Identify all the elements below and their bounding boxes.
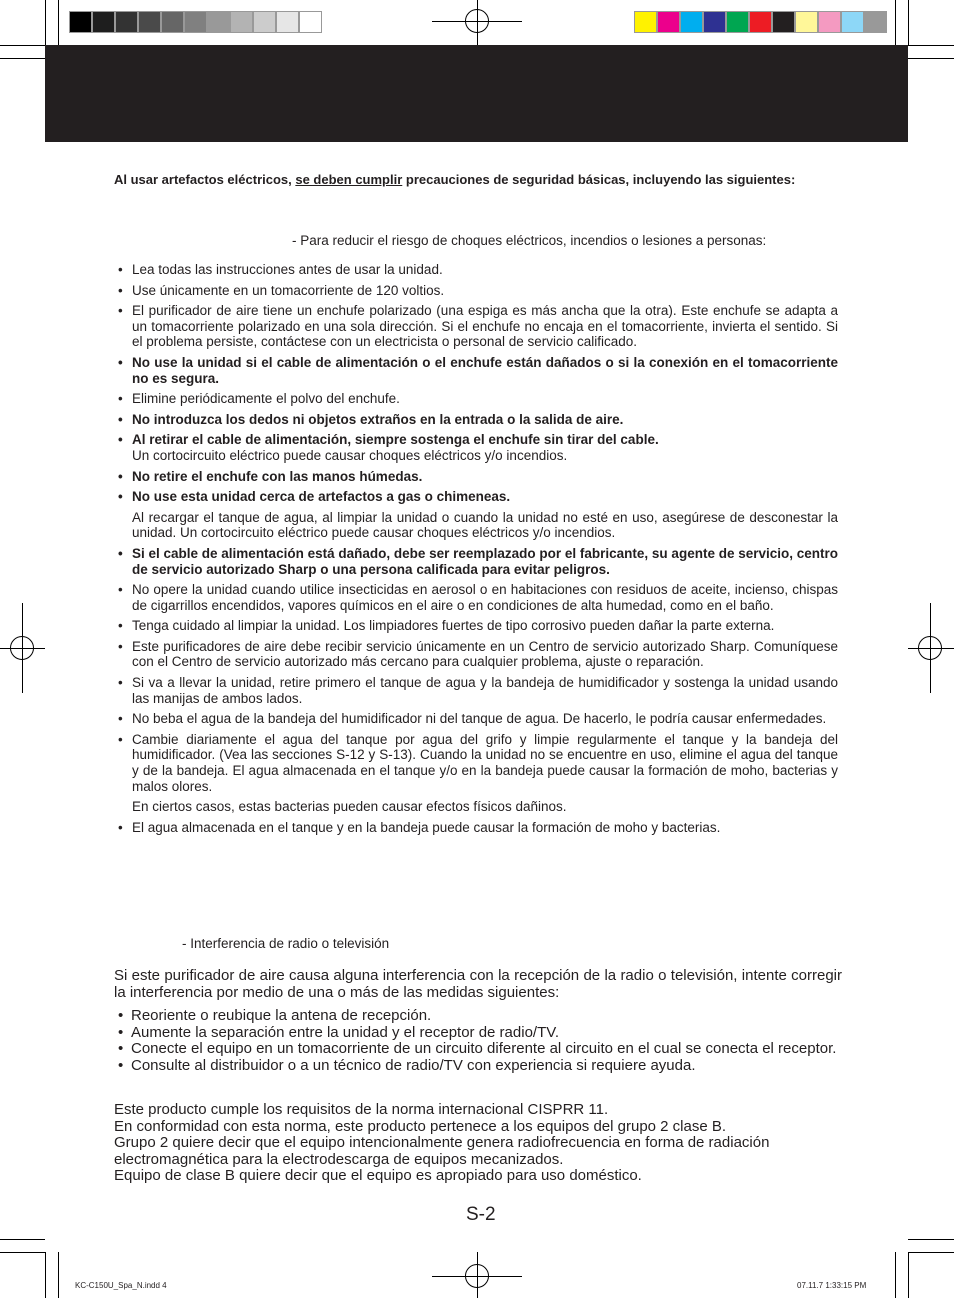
safety-item (114, 675, 838, 706)
safety-item-text: Elimine periódicamente el polvo del enchufe. (132, 391, 400, 407)
compliance-line: Grupo 2 quiere decir que el equipo intencionalmente genera radiofrecuencia en forma de radiación electromagnética para la electrodescarga de equipos mecanizados. (114, 1134, 770, 1168)
gray-swatch (276, 11, 299, 33)
slug-timestamp: 07.11.7 1:33:15 PM (797, 1281, 867, 1290)
safety-item (114, 262, 838, 278)
safety-intro (114, 172, 840, 188)
safety-item-text: No opere la unidad cuando utilice insecticidas en aerosol o en habitaciones con residuos de aceite, incienso, chispas de cigarrillos encendidos, vapores químicos en el aire o en condiciones de alta humedad, como en el baño. (132, 582, 838, 613)
intro-before: Al usar artefactos eléctricos, (114, 172, 296, 187)
safety-item (114, 732, 838, 794)
color-swatch (726, 11, 749, 33)
bullet-icon: • (118, 675, 123, 691)
header-banner (45, 45, 908, 142)
measure-item (114, 1041, 842, 1058)
safety-item-text: No introduzca los dedos ni objetos extraños en la entrada o la salida de aire. (132, 411, 624, 427)
safety-item-text: Use únicamente en un tomacorriente de 120 voltios. (132, 282, 445, 298)
compliance-line: Este producto cumple los requisitos de la norma internacional CISPRR 11. (114, 1101, 609, 1118)
safety-instructions-list (114, 262, 838, 840)
gray-swatch (161, 11, 184, 33)
page-number: S-2 (466, 1204, 496, 1225)
bullet-icon: • (118, 1007, 124, 1024)
color-swatch (772, 11, 795, 33)
color-swatch (795, 11, 818, 33)
safety-item-text: Al recargar el tanque de agua, al limpiar la unidad o cuando la unidad no esté en uso, asegúrese de desconestar la unidad. Un cortocircuito eléctrico puede causar choques eléctricos y/o incendios. (132, 509, 838, 541)
safety-item (114, 582, 838, 613)
safety-item-text: El purificador de aire tiene un enchufe polarizado (una espiga es más ancha que la otra). Este enchufe se adapta a un tomacorriente polarizado en una sola dirección. Si el enchufe no encaja en el tomacorriente, invierta el sentido. Si el problema persiste, contáctese con un electricista o personal de servicio calificado. (132, 303, 838, 350)
safety-item-text: Lea todas las instrucciones antes de usar la unidad. (132, 262, 443, 277)
safety-item (114, 510, 838, 541)
safety-item-text: No retire el enchufe con las manos húmedas. (132, 468, 423, 484)
caution-subtitle: - Interferencia de radio o televisión (182, 936, 390, 951)
gray-swatch (138, 11, 161, 33)
bullet-icon: • (118, 432, 123, 448)
safety-item (114, 432, 838, 463)
bullet-icon: • (118, 282, 123, 298)
safety-item (114, 412, 838, 428)
safety-item (114, 283, 838, 299)
safety-item (114, 618, 838, 634)
safety-item (114, 820, 838, 836)
safety-item (114, 546, 838, 577)
safety-item (114, 799, 838, 815)
bullet-icon: • (118, 489, 123, 505)
safety-item-text: Tenga cuidado al limpiar la unidad. Los limpiadores fuertes de tipo corrosivo pueden dañar la parte externa. (132, 618, 775, 634)
bullet-icon: • (118, 618, 123, 634)
bullet-icon: • (118, 819, 123, 835)
measure-item (114, 1008, 842, 1025)
safety-item (114, 303, 838, 350)
safety-item-text: Cambie diariamente el agua del tanque por agua del grifo y limpie regularmente el tanque y la bandeja del humidificador. (Vea las secciones S-12 y S-13). Cuando la unidad no se encuentre en uso, elimine el agua del tanque y de la bandeja. El agua almacenada en el tanque y/o en la bandeja puede causar la formación de moho, bacterias y malos olores. (132, 731, 838, 794)
bullet-icon: • (118, 303, 123, 319)
bullet-icon: • (118, 1040, 124, 1058)
safety-item (114, 355, 838, 386)
warning-subtitle: - Para reducir el riesgo de choques eléctricos, incendios o lesiones a personas: (292, 233, 767, 248)
safety-item (114, 639, 838, 670)
compliance-line: En conformidad con esta norma, este producto pertenece a los equipos del grupo 2 clase B. (114, 1117, 727, 1135)
safety-item-text: No use la unidad si el cable de alimentación o el enchufe están dañados o si la conexión en el tomacorriente no es segura. (132, 354, 838, 386)
safety-item-text: Si va a llevar la unidad, retire primero el tanque de agua y la bandeja de humidificador y sostenga la unidad usando las manijas de ambos lados. (132, 675, 838, 706)
bullet-icon: • (118, 638, 123, 654)
color-swatch (818, 11, 841, 33)
gray-swatch (92, 11, 115, 33)
measure-text: Consulte al distribuidor o a un técnico de radio/TV con experiencia si requiere ayuda. (131, 1056, 696, 1074)
safety-item (114, 711, 838, 727)
color-swatch (703, 11, 726, 33)
color-swatch (864, 11, 887, 33)
measure-text: Conecte el equipo en un tomacorriente de un circuito diferente al circuito en el cual se conecta el receptor. (131, 1040, 837, 1058)
color-swatch (680, 11, 703, 33)
bullet-icon: • (118, 545, 123, 561)
intro-after: precauciones de seguridad básicas, incluyendo las siguientes: (402, 172, 796, 187)
color-swatch (841, 11, 864, 33)
intro-underlined: se deben cumplir (295, 172, 403, 187)
interference-measures-list (114, 1008, 842, 1074)
gray-swatch (253, 11, 276, 33)
interference-intro: Si este purificador de aire causa alguna interferencia con la recepción de la radio o televisión, intente corregir la interferencia por medio de una o más de las medidas siguientes: (114, 967, 842, 1001)
safety-item (114, 391, 838, 407)
safety-item-text: Este purificadores de aire debe recibir servicio únicamente en un Centro de servicio autorizado Sharp. Comuníquese con el Centro de servicio autorizado más cercano para cualquier problema, ajuste o reparación. (132, 638, 838, 670)
safety-item-text: En ciertos casos, estas bacterias pueden causar efectos físicos dañinos. (132, 799, 567, 815)
measure-item (114, 1025, 842, 1042)
bullet-icon: • (118, 411, 123, 427)
bullet-icon: • (118, 731, 123, 747)
measure-item (114, 1058, 842, 1075)
measure-text: Aumente la separación entre la unidad y el receptor de radio/TV. (131, 1023, 560, 1041)
safety-item-text: No use esta unidad cerca de artefactos a gas o chimeneas. (132, 489, 511, 505)
safety-item (114, 489, 838, 505)
gray-swatch (69, 11, 92, 33)
compliance-text (114, 1102, 844, 1185)
safety-item-note: Un cortocircuito eléctrico puede causar choques eléctricos y/o incendios. (132, 447, 568, 463)
bullet-icon: • (118, 262, 123, 277)
bullet-icon: • (118, 582, 123, 598)
gray-swatch (184, 11, 207, 33)
bullet-icon: • (118, 468, 123, 484)
gray-swatch (230, 11, 253, 33)
bullet-icon: • (118, 354, 123, 370)
safety-item-text: Si el cable de alimentación está dañado, debe ser reemplazado por el fabricante, su agente de servicio, centro de servicio autorizado Sharp o una persona calificada para evitar peligros. (132, 545, 838, 577)
safety-item-text: Al retirar el cable de alimentación, siempre sostenga el enchufe sin tirar del cable. (132, 432, 659, 448)
compliance-line: Equipo de clase B quiere decir que el equipo es apropiado para uso doméstico. (114, 1167, 642, 1185)
gray-swatch (207, 11, 230, 33)
bullet-icon: • (118, 391, 123, 407)
safety-item-text: No beba el agua de la bandeja del humidificador ni del tanque de agua. De hacerlo, le podría causar enfermedades. (132, 711, 827, 727)
color-swatch (749, 11, 772, 33)
slug-filename: KC-C150U_Spa_N.indd 4 (75, 1281, 167, 1290)
safety-item (114, 469, 838, 485)
bullet-icon: • (118, 711, 123, 727)
bullet-icon: • (118, 1023, 124, 1041)
gray-swatch (299, 11, 322, 33)
color-swatch (634, 11, 657, 33)
color-swatch (657, 11, 680, 33)
safety-item-text: El agua almacenada en el tanque y en la bandeja puede causar la formación de moho y bacterias. (132, 819, 721, 835)
bullet-icon: • (118, 1056, 124, 1074)
measure-text: Reoriente o reubique la antena de recepción. (131, 1007, 432, 1024)
gray-swatch (115, 11, 138, 33)
